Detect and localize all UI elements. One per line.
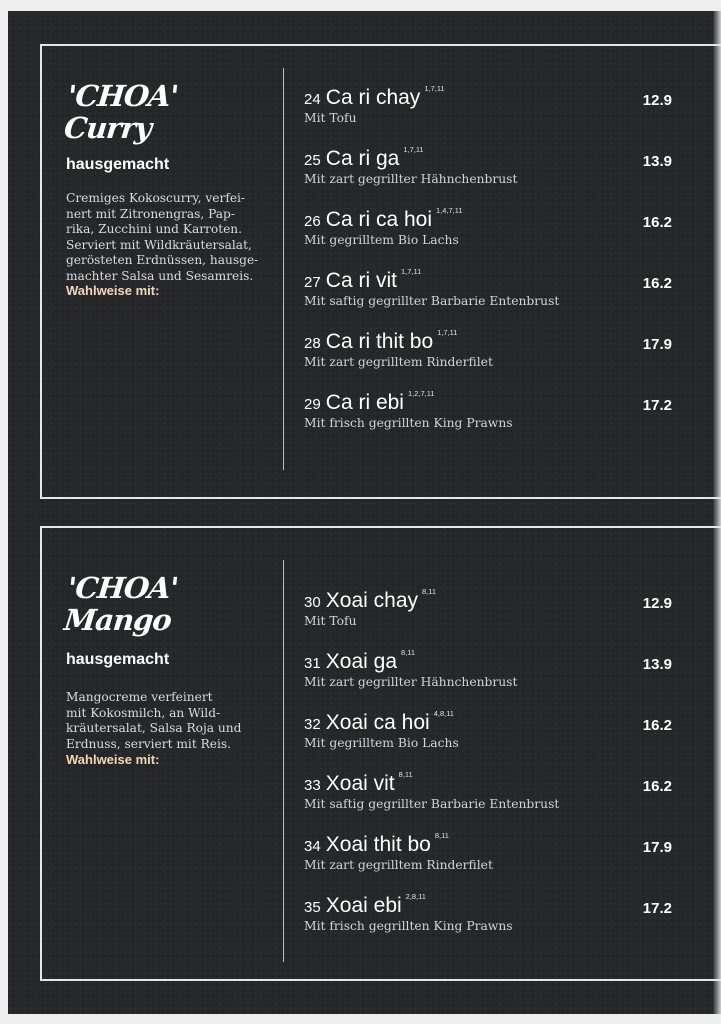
item-price: 17.2: [642, 397, 672, 414]
item-price: 16.2: [642, 717, 672, 734]
item-price: 13.9: [642, 656, 672, 673]
menu-item: [304, 709, 672, 761]
item-name: Xoai ga: [325, 650, 398, 673]
item-name: Xoai chay: [325, 589, 419, 612]
allergen-codes: 4,8,11: [433, 709, 454, 718]
section-divider: [283, 560, 284, 962]
item-price: 16.2: [642, 778, 672, 795]
description-line: nert mit Zitronengras, Pap-: [66, 206, 235, 221]
menu-item: [304, 267, 672, 319]
item-number: 29: [304, 396, 321, 413]
item-description: Mit zart gegrilltem Rinderfilet: [304, 858, 493, 872]
item-description: Mit gegrilltem Bio Lachs: [304, 233, 459, 247]
mango-section: [40, 526, 721, 981]
item-description: Mit gegrilltem Bio Lachs: [304, 736, 459, 750]
menu-item: [304, 648, 672, 700]
item-heading: [304, 391, 435, 415]
item-heading: [304, 589, 436, 613]
item-description: Mit saftig gegrillter Barbarie Entenbrust: [304, 797, 560, 811]
menu-item: [304, 145, 672, 197]
item-number: 33: [304, 777, 321, 794]
description-line: mit Kokosmilch, an Wild-: [66, 705, 221, 720]
item-price: 16.2: [642, 214, 672, 231]
allergen-codes: 8,11: [398, 770, 413, 779]
item-description: Mit frisch gegrillten King Prawns: [304, 919, 513, 933]
item-number: 34: [304, 838, 321, 855]
allergen-codes: 1,2,7,11: [407, 389, 435, 398]
section-description: [66, 191, 266, 285]
item-price: 12.9: [642, 595, 672, 612]
item-price: 17.9: [642, 336, 672, 353]
item-price: 13.9: [642, 153, 672, 170]
section-description: [66, 690, 266, 752]
menu-item: [304, 770, 672, 822]
menu-item: [304, 892, 672, 944]
item-price: 16.2: [642, 275, 672, 292]
allergen-codes: 1,7,11: [403, 145, 424, 154]
item-name: Ca ri thit bo: [325, 330, 434, 353]
item-number: 27: [304, 274, 321, 291]
item-description: Mit Tofu: [304, 111, 357, 125]
item-heading: [304, 711, 454, 735]
curry-section: [40, 44, 721, 499]
item-price: 12.9: [642, 92, 672, 109]
menu-item: [304, 206, 672, 258]
item-heading: [304, 833, 449, 857]
menu-item: [304, 328, 672, 380]
item-number: 28: [304, 335, 321, 352]
allergen-codes: 8,11: [401, 648, 416, 657]
item-number: 26: [304, 213, 321, 230]
item-name: Xoai ebi: [325, 894, 402, 917]
item-name: Ca ri ca hoi: [325, 208, 432, 231]
allergen-codes: 1,4,7,11: [436, 206, 463, 215]
item-number: 30: [304, 594, 321, 611]
allergen-codes: 2,8,11: [405, 892, 426, 901]
item-price: 17.2: [642, 900, 672, 917]
item-name: Xoai thit bo: [325, 833, 431, 856]
item-name: Ca ri ebi: [325, 391, 404, 414]
description-line: kräutersalat, Salsa Roja und: [66, 721, 242, 736]
option-label: Wahlweise mit:: [66, 752, 160, 767]
section-subtitle: hausgemacht: [66, 156, 170, 173]
brand-line2: Mango: [62, 603, 173, 637]
item-heading: [304, 894, 426, 918]
item-name: Xoai ca hoi: [325, 711, 430, 734]
allergen-codes: 8,11: [422, 587, 437, 596]
brand-title: [63, 80, 180, 144]
item-description: Mit Tofu: [304, 614, 357, 628]
item-heading: [304, 147, 424, 171]
item-number: 25: [304, 152, 321, 169]
item-heading: [304, 208, 463, 232]
description-line: gerösteten Erdnüssen, hausge-: [66, 253, 259, 268]
item-description: Mit saftig gegrillter Barbarie Entenbrust: [304, 294, 560, 308]
menu-item: [304, 831, 672, 883]
item-price: 17.9: [642, 839, 672, 856]
item-name: Ca ri vit: [325, 269, 397, 292]
description-line: Mangocreme verfeinert: [66, 690, 213, 704]
brand-line1: 'CHOA': [65, 571, 180, 605]
allergen-codes: 8,11: [434, 831, 449, 840]
item-description: Mit zart gegrillter Hähnchenbrust: [304, 172, 518, 186]
item-name: Ca ri chay: [325, 86, 421, 109]
item-description: Mit frisch gegrillten King Prawns: [304, 416, 513, 430]
item-name: Ca ri ga: [325, 147, 400, 170]
allergen-codes: 1,7,11: [400, 267, 422, 276]
section-divider: [283, 68, 284, 470]
brand-line1: 'CHOA': [65, 79, 180, 113]
item-name: Xoai vit: [325, 772, 395, 795]
item-number: 31: [304, 655, 321, 672]
item-number: 35: [304, 899, 321, 916]
menu-item: [304, 587, 672, 639]
option-label: Wahlweise mit:: [66, 283, 160, 298]
menu-item: [304, 389, 672, 441]
description-line: rika, Zucchini und Karroten.: [66, 222, 243, 237]
allergen-codes: 1,7,11: [437, 328, 458, 337]
description-line: Cremiges Kokoscurry, verfei-: [66, 191, 246, 205]
description-line: Erdnuss, serviert mit Reis.: [66, 736, 232, 751]
brand-line2: Curry: [62, 111, 153, 145]
item-number: 24: [304, 91, 321, 108]
description-line: Serviert mit Wildkräutersalat,: [66, 237, 252, 252]
item-heading: [304, 772, 413, 796]
item-description: Mit zart gegrilltem Rinderfilet: [304, 355, 493, 369]
brand-title: [63, 572, 180, 636]
item-description: Mit zart gegrillter Hähnchenbrust: [304, 675, 518, 689]
menu-item: [304, 84, 672, 136]
allergen-codes: 1,7,11: [424, 84, 445, 93]
section-subtitle: hausgemacht: [66, 651, 170, 668]
item-heading: [304, 330, 457, 354]
item-heading: [304, 86, 445, 110]
item-heading: [304, 269, 421, 293]
description-line: machter Salsa und Sesamreis.: [66, 268, 254, 283]
item-heading: [304, 650, 415, 674]
item-number: 32: [304, 716, 321, 733]
